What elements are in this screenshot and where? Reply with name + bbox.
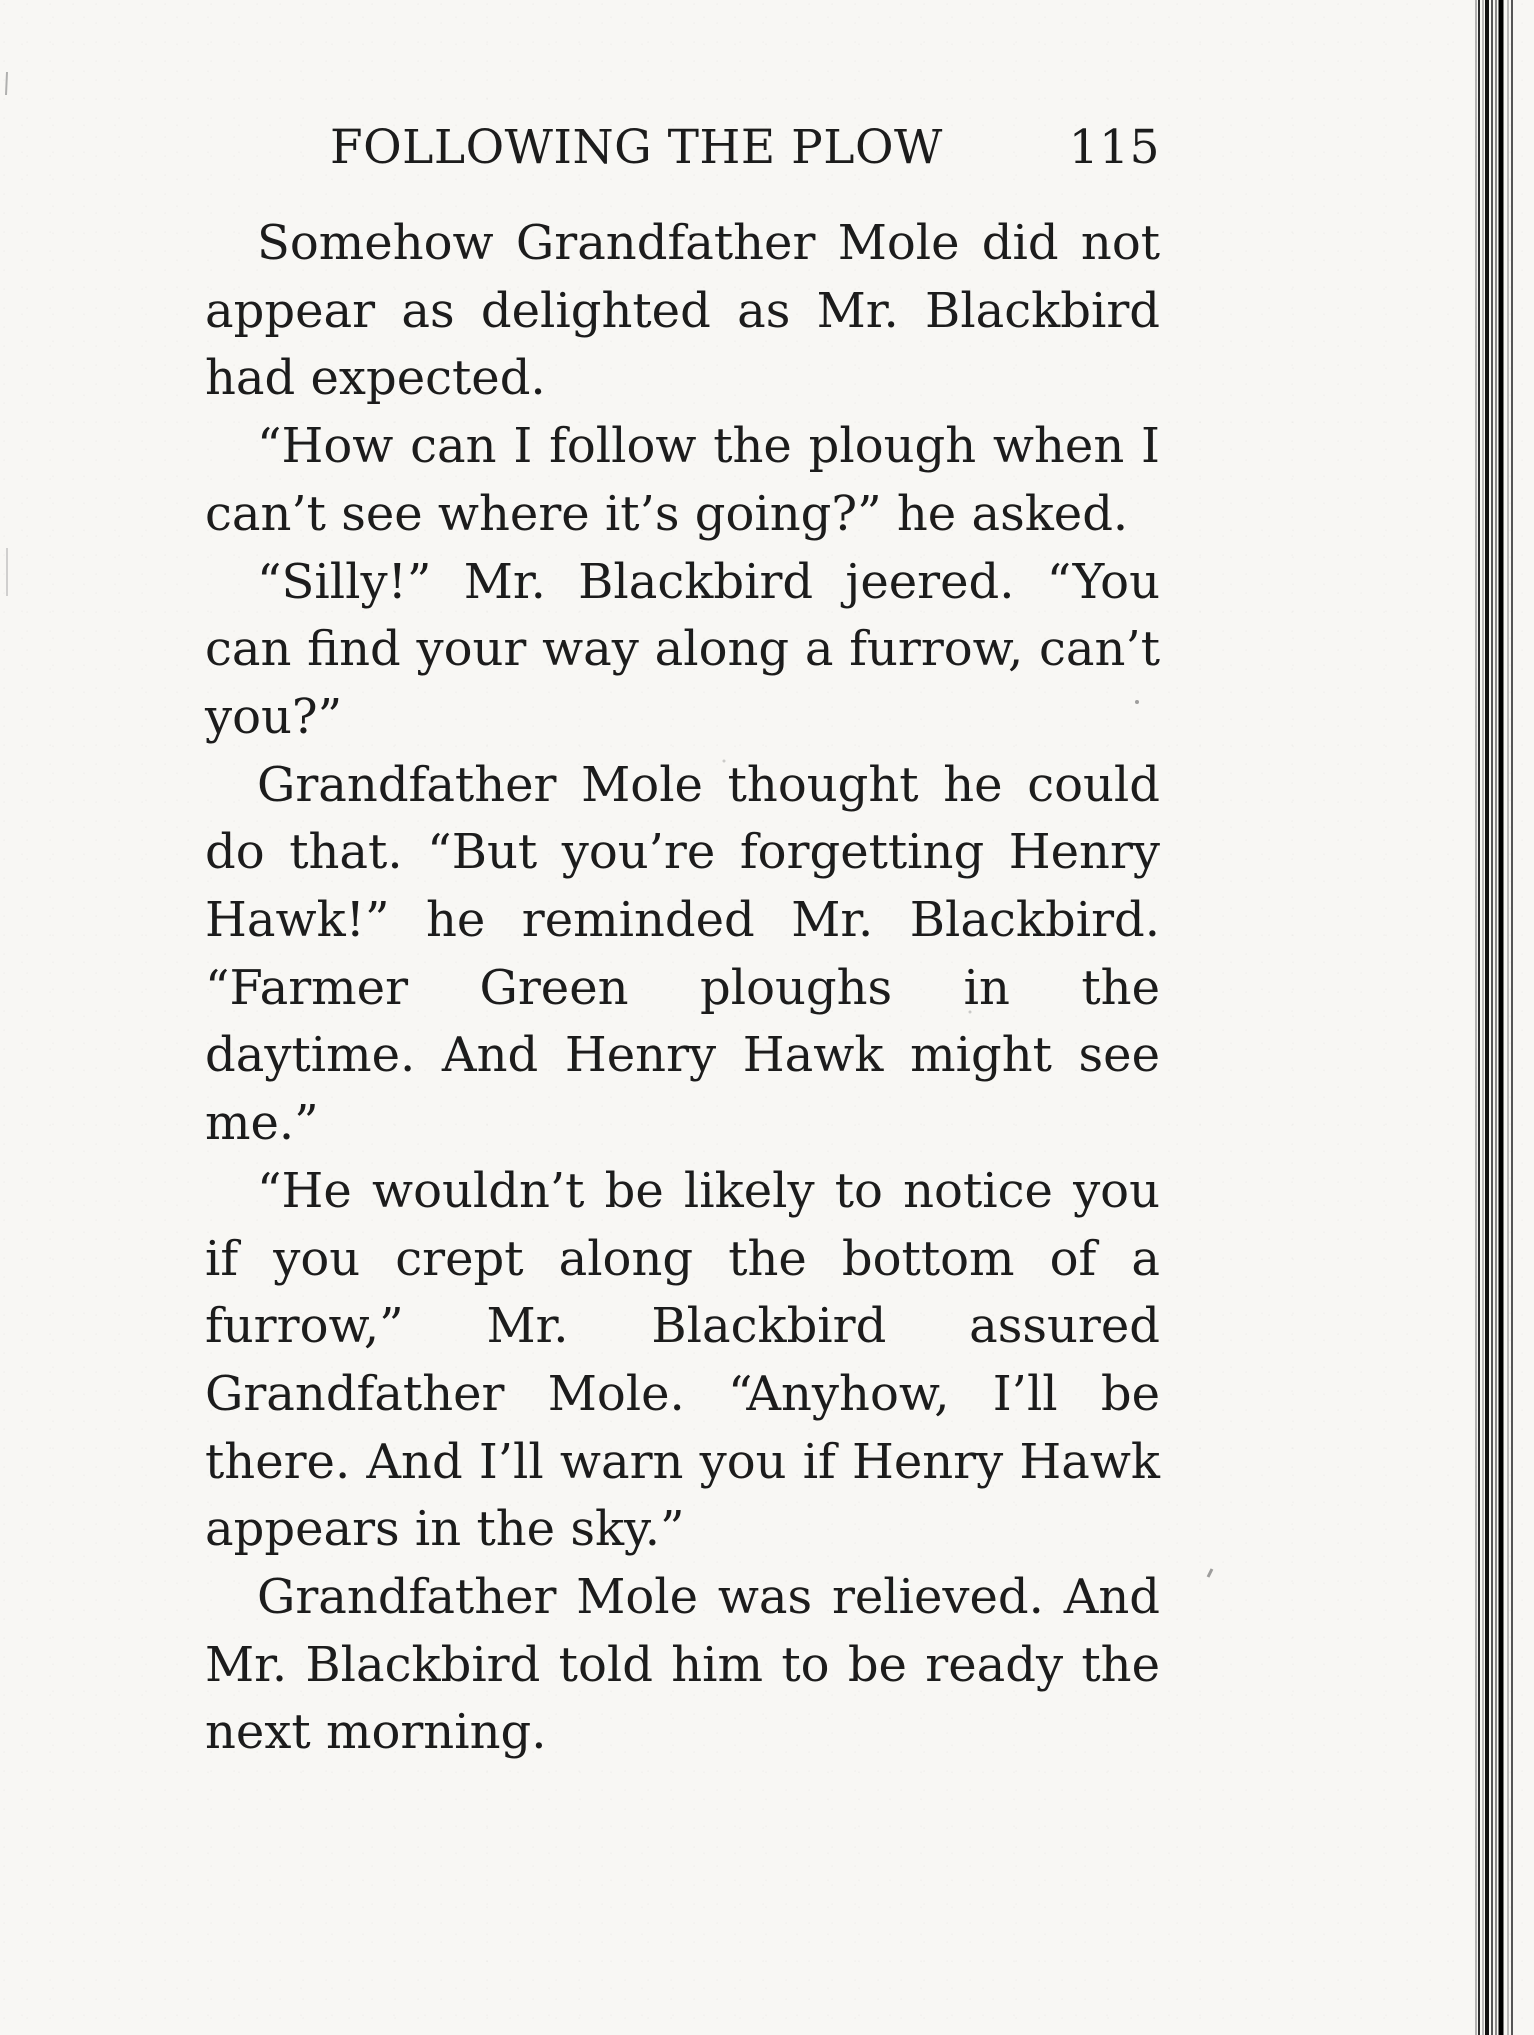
running-header	[330, 118, 1160, 178]
scan-mark	[6, 72, 7, 95]
page-text	[205, 210, 1160, 1767]
chapter-title: FOLLOWING THE PLOW	[330, 120, 943, 175]
paragraph-3: “Silly!” Mr. Blackbird jeered. “You can find your way along a furrow, can’t you?”	[205, 553, 1160, 745]
page-number: 115	[1068, 120, 1160, 175]
paragraph-6: Grandfather Mole was relieved. And Mr. Blackbird told him to be ready the next morning.	[205, 1569, 1160, 1761]
scan-mark	[1208, 1569, 1212, 1577]
paragraph-2: “How can I follow the plough when I can’t see where it’s going?” he asked.	[205, 418, 1160, 542]
paragraph-4: Grandfather Mole thought he could do that. “But you’re forgetting Henry Hawk!” he reminded Mr. Blackbird. “Farmer Green ploughs in the daytime. And Henry Hawk might see me.”	[205, 756, 1160, 1152]
paragraph-5: “He wouldn’t be likely to notice you if you crept along the bottom of a furrow,” Mr. Blackbird assured Grandfather Mole. “Anyhow, I’ll be there. And I’ll warn you if Henry Hawk appears in the sky.”	[205, 1162, 1160, 1558]
paragraph-1: Somehow Grandfather Mole did not appear as delighted as Mr. Blackbird had expected.	[205, 215, 1160, 407]
book-binding-edge	[1434, 0, 1534, 2035]
